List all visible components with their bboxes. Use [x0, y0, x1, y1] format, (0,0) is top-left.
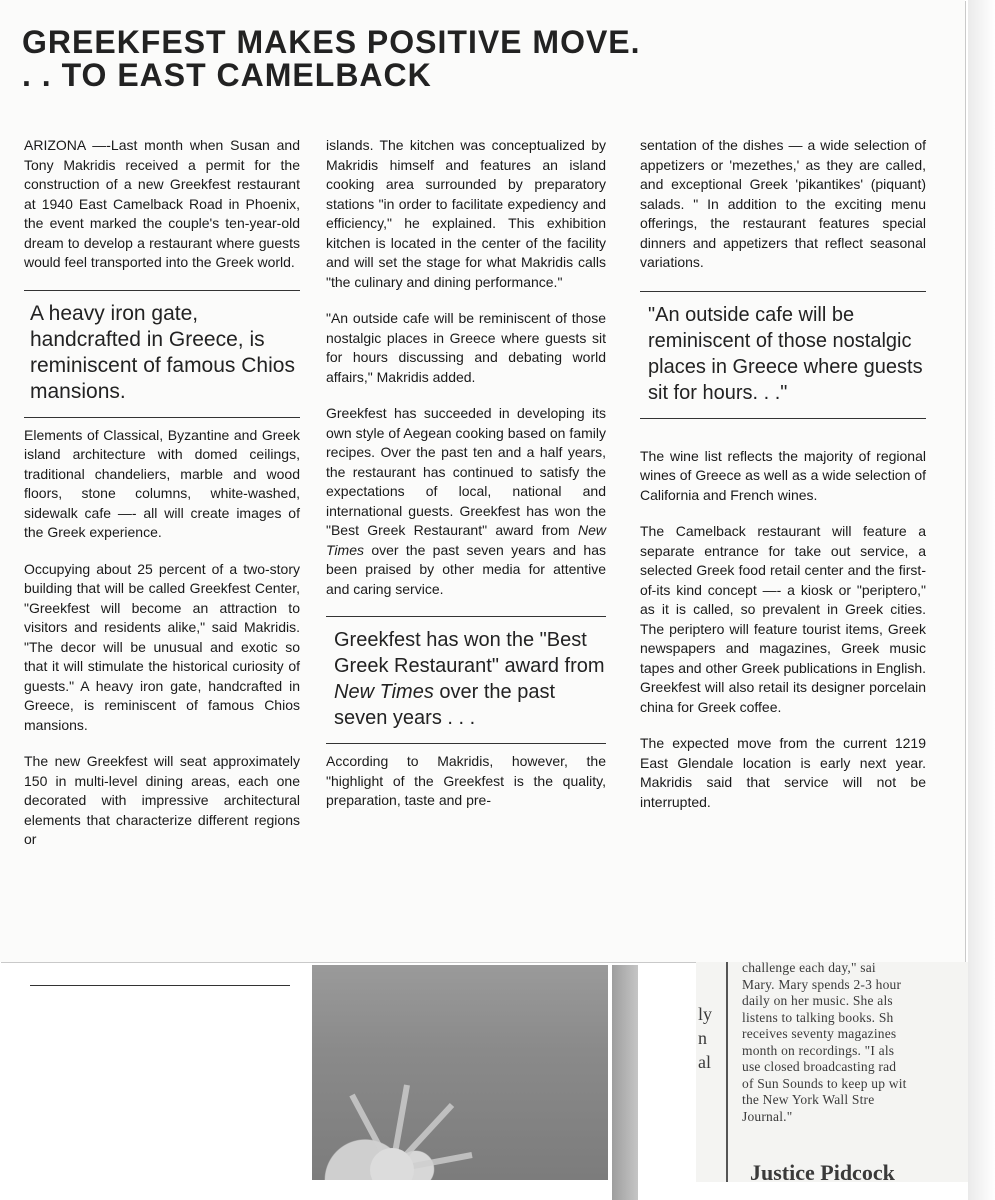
pull-quote: "An outside cafe will be reminiscent of those nostalgic places in Greece where guests sit for hours. . ." [648, 303, 923, 404]
pull-quote: A heavy iron gate, handcrafted in Greece, is reminiscent of famous Chios mansions. [30, 301, 295, 403]
pull-quote [334, 627, 606, 731]
divider [24, 290, 300, 291]
paragraph: ARIZONA —-Last month when Susan and Tony Makridis received a permit for the construction of a new Greekfest restaurant at 1940 East Camelback Road in Phoenix, the event marked the couple's ten-year-old dream to develop a restaurant where guests would feel transported into the Greek world. [24, 137, 300, 270]
article-line: the New York Wall Stre [742, 1092, 875, 1107]
divider [640, 418, 926, 419]
article-line: of Sun Sounds to keep up wit [742, 1075, 907, 1091]
headline: GREEKFEST MAKES POSITIVE MOVE. . . TO EAST CAMELBACK [22, 24, 641, 93]
text-run: over the past seven years and has been praised by other media for attentive and caring service. [326, 541, 606, 597]
paragraph: islands. The kitchen was conceptualized by Makridis himself and features an island cooking area surrounded by preparatory stations "in order to facilitate expediency and efficiency," he explained. This exhibition kitchen is located in the center of the facility and will set the stage for what Makridis calls "the culinary and dining performance." [326, 137, 606, 290]
divider [326, 616, 606, 617]
divider [30, 985, 290, 986]
divider [640, 291, 926, 292]
paragraph: Elements of Classical, Byzantine and Greek island architecture with domed ceilings, traditional chandeliers, marble and wood floors, stone columns, white-washed, sidewalk cafe —- all will create images of the Greek experience. [24, 426, 300, 540]
publication-name: New Times [326, 522, 606, 558]
newspaper-fragment [696, 962, 974, 1182]
paragraph: Occupying about 25 percent of a two-story building that will be called Greekfest Center, "Greekfest will become an attraction to visitors and residents alike," said Makridis. "The decor will be unusual and exotic so that it will stimulate the historical curiosity of guests." A heavy iron gate, handcrafted in Greece, is reminiscent of famous Chios mansions. [24, 560, 300, 733]
paragraph: sentation of the dishes — a wide selection of appetizers or 'mezethes,' as they are called, and exceptional Greek 'pikantikes' (piquant) salads. " In addition to the exciting menu offerings, the restaurant features special dinners and appetizers that reflect seasonal variations. [640, 137, 926, 270]
article-line: Mary. Mary spends 2-3 hour [742, 976, 902, 992]
column-3 [640, 136, 926, 829]
text-run: Greekfest has won the "Best Greek Restaurant" award from [334, 629, 605, 677]
newspaper-photo [312, 965, 608, 1180]
article-line: month on recordings. "I als [742, 1042, 895, 1058]
fragment-text: n [698, 1028, 707, 1048]
paragraph: According to Makridis, however, the "highlight of the Greekfest is the quality, preparation, taste and pre- [326, 753, 606, 808]
column-2 [326, 136, 606, 828]
paragraph [326, 404, 606, 599]
article-line: challenge each day," sai [742, 962, 876, 975]
sunburst-decoration [312, 965, 608, 1180]
divider [326, 743, 606, 744]
publication-name: New Times [334, 681, 434, 703]
paragraph: "An outside cafe will be reminiscent of those nostalgic places in Greece where guests sit for hours discussing and debating world affairs," Makridis added. [326, 310, 606, 385]
paragraph: The Camelback restaurant will feature a separate entrance for take out service, a selected Greek food retail center and the first-of-its kind concept —- a kiosk or "periptero," as it is called, so prevalent in Greek cities. The periptero will feature tourist items, Greek newspapers and magazines, Greek music tapes and other Greek publications in English. Greekfest will also retail its designer porcelain china for Greek coffee. [640, 523, 926, 715]
article-line: listens to talking books. Sh [742, 1009, 894, 1025]
scan-edge [968, 0, 995, 1200]
column-1 [0, 136, 300, 867]
paragraph: The new Greekfest will seat approximately 150 in multi-level dining areas, each one decorated with impressive architectural elements that characterize different regions or [24, 753, 300, 847]
text-run: over the past seven years . . . [334, 681, 556, 729]
article-line: Journal." [742, 1108, 793, 1124]
fragment-article [742, 962, 972, 1125]
article-line: use closed broadcasting rad [742, 1059, 897, 1074]
paragraph: The expected move from the current 1219 East Glendale location is early next year. Makridis said that service will not be interrupted. [640, 735, 926, 810]
fragment-column [698, 1002, 732, 1074]
article-line: daily on her music. She als [742, 993, 893, 1008]
divider [24, 417, 300, 418]
paragraph: The wine list reflects the majority of regional wines of Greece as well as a wide selection of California and French wines. [640, 447, 926, 503]
paper-edge [612, 965, 638, 1200]
text-run: Greekfest has succeeded in developing its own style of Aegean cooking based on family recipes. Over the past ten and a half years, the restaurant has continued to satisfy the expectations of local, national and international guests. Greekfest has won the "Best Greek Restaurant" award from [326, 405, 606, 538]
fragment-text: al [698, 1052, 711, 1072]
article-line: receives seventy magazines [742, 1026, 897, 1041]
fragment-text: ly [698, 1004, 713, 1024]
fragment-heading: Justice Pidcock [750, 1160, 895, 1182]
